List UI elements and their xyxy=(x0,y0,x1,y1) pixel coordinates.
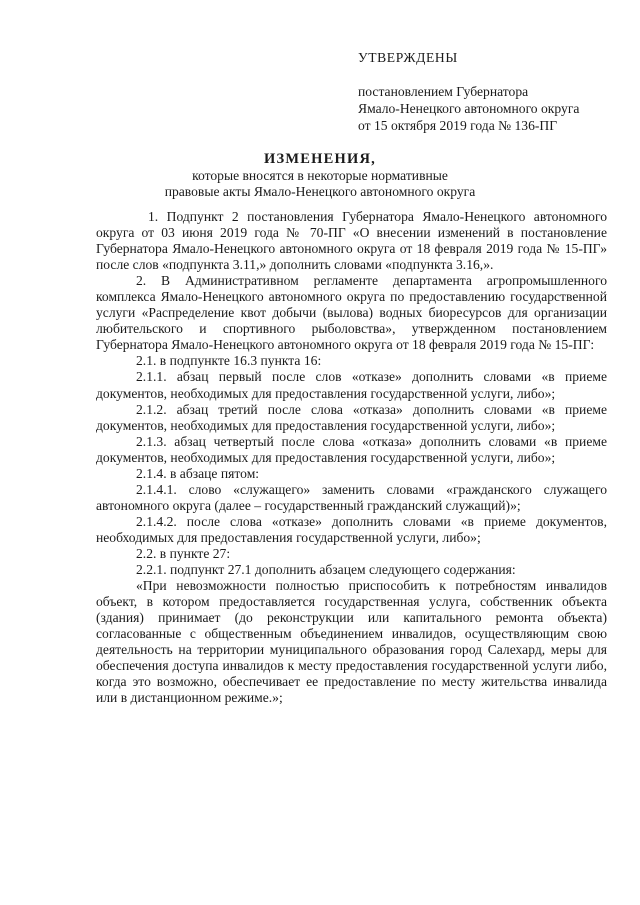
document-body xyxy=(96,209,607,706)
paragraph: 2.1.4. в абзаце пятом: xyxy=(136,465,260,481)
approval-stamp xyxy=(358,49,618,134)
document-heading xyxy=(100,150,540,200)
paragraph: 2.1.4.2. после слова «отказе» дополнить словами «в приеме документов, необходимых для предоставления государственной услуги, либо»; xyxy=(96,513,607,545)
document-subtitle-line: правовые акты Ямало-Ненецкого автономного округа xyxy=(164,184,476,199)
paragraph: 1. Подпункт 2 постановления Губернатора Ямало-Ненецкого автономного округа от 03 июня 2019 года № 70-ПГ «О внесении изменений в постановление Губернатора Ямало-Ненецкого автономного округа от 18 февраля 2019 года № 15-ПГ» после слов «подпункта 3.11,» дополнить словами «подпункта 3.16,». xyxy=(96,209,607,273)
document-title: ИЗМЕНЕНИЯ, xyxy=(264,151,376,167)
approval-line: постановлением Губернатора xyxy=(358,84,529,99)
approval-line: Ямало-Ненецкого автономного округа xyxy=(358,101,580,116)
paragraph: 2.1.3. абзац четвертый после слова «отказа» дополнить словами «в приеме документов, необходимых для предоставления государственной услуги, либо»; xyxy=(96,433,607,465)
approval-title: УТВЕРЖДЕНЫ xyxy=(358,50,458,65)
paragraph: 2. В Административном регламенте департамента агропромышленного комплекса Ямало-Ненецкого автономного округа по предоставлению государственной услуги «Распределение квот добычи (вылова) водных биоресурсов для организации любительского и спортивного рыболовства», утвержденном постановлением Губернатора Ямало-Ненецкого автономного округа от 18 февраля 2019 года № 15-ПГ: xyxy=(96,273,607,353)
paragraph: 2.1.4.1. слово «служащего» заменить словами «гражданского служащего автономного округа (далее – государственный гражданский служащий)»; xyxy=(96,481,607,513)
paragraph: 2.1. в подпункте 16.3 пункта 16: xyxy=(136,353,322,369)
quoted-paragraph: «При невозможности полностью приспособить к потребностям инвалидов объект, в котором предоставляется государственная услуга, собственник объекта (здания) принимает (до реконструкции или капитального ремонта объекта) согласованные с общественным объединением инвалидов, осуществляющим свою деятельность на территории муниципального образования город Салехард, меры для обеспечения доступа инвалидов к месту предоставления государственной услуги либо, когда это возможно, обеспечивает ее предоставление по месту жительства инвалида или в дистанционном режиме.»; xyxy=(96,578,607,706)
approval-line: от 15 октября 2019 года № 136-ПГ xyxy=(358,118,558,133)
paragraph: 2.1.1. абзац первый после слов «отказе» дополнить словами «в приеме документов, необходимых для предоставления государственной услуги, либо»; xyxy=(96,369,607,401)
paragraph: 2.2. в пункте 27: xyxy=(136,545,231,561)
document-subtitle-line: которые вносятся в некоторые нормативные xyxy=(192,168,448,183)
paragraph: 2.2.1. подпункт 27.1 дополнить абзацем следующего содержания: xyxy=(136,562,516,578)
paragraph: 2.1.2. абзац третий после слова «отказа» дополнить словами «в приеме документов, необходимых для предоставления государственной услуги, либо»; xyxy=(96,401,607,433)
